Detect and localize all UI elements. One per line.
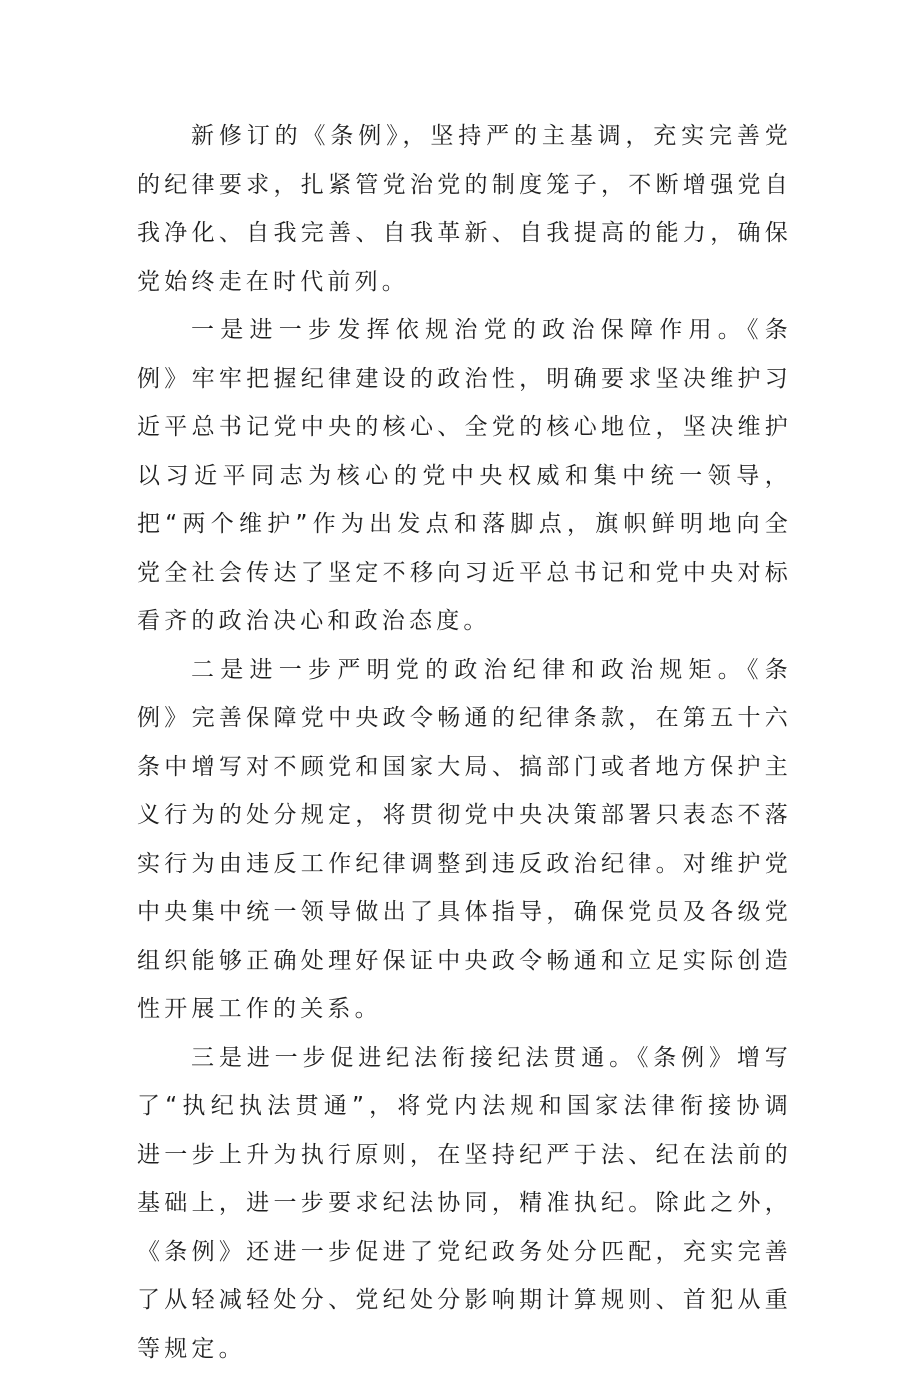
paragraph-point-one: 一是进一步发挥依规治党的政治保障作用。《条例》牢牢把握纪律建设的政治性，明确要求坚决维护习近平总书记党中央的核心、全党的核心地位，坚决维护以习近平同志为核心的党中央权威和集中统一领导，把“两个维护”作为出发点和落脚点，旗帜鲜明地向全党全社会传达了坚定不移向习近平总书记和党中央对标看齐的政治决心和政治态度。 xyxy=(137,306,792,646)
document-body xyxy=(137,112,792,1373)
paragraph-point-two: 二是进一步严明党的政治纪律和政治规矩。《条例》完善保障党中央政令畅通的纪律条款，在第五十六条中增写对不顾党和国家大局、搞部门或者地方保护主义行为的处分规定，将贯彻党中央决策部署只表态不落实行为由违反工作纪律调整到违反政治纪律。对维护党中央集中统一领导做出了具体指导，确保党员及各级党组织能够正确处理好保证中央政令畅通和立足实际创造性开展工作的关系。 xyxy=(137,646,792,1034)
paragraph-intro: 新修订的《条例》，坚持严的主基调，充实完善党的纪律要求，扎紧管党治党的制度笼子，不断增强党自我净化、自我完善、自我革新、自我提高的能力，确保党始终走在时代前列。 xyxy=(137,112,792,306)
paragraph-point-three: 三是进一步促进纪法衔接纪法贯通。《条例》增写了“执纪执法贯通”，将党内法规和国家法律衔接协调进一步上升为执行原则，在坚持纪严于法、纪在法前的基础上，进一步要求纪法协同，精准执纪。除此之外，《条例》还进一步促进了党纪政务处分匹配，充实完善了从轻减轻处分、党纪处分影响期计算规则、首犯从重等规定。 xyxy=(137,1034,792,1373)
